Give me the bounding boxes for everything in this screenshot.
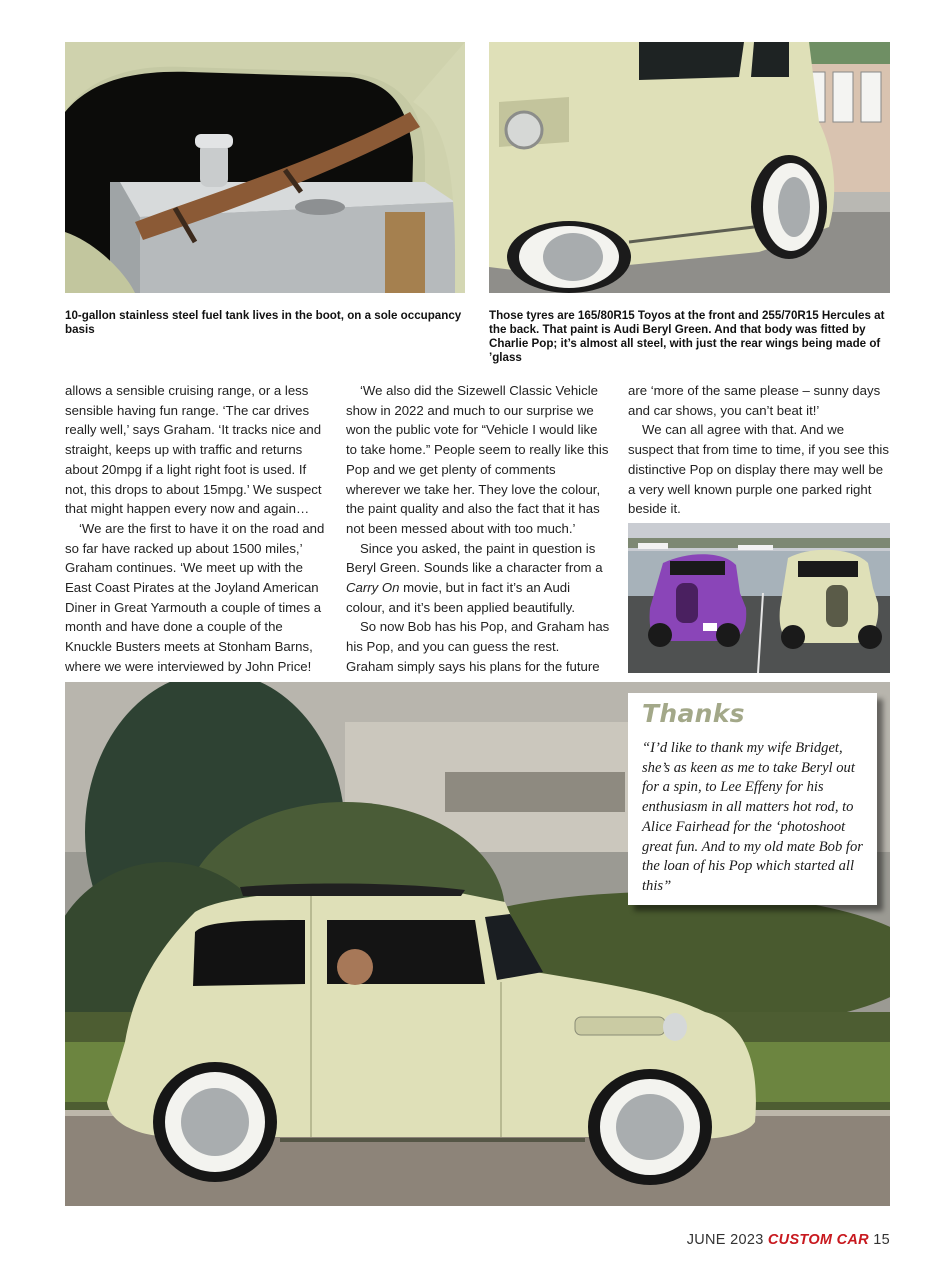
thanks-box [628, 693, 877, 905]
article-paragraph: ‘We are the first to have it on the road and so far have racked up about 1500 miles,’ Graham continues. ‘We meet up with the East Coast Pirates at the Joyland American Diner in Great Yarmouth a couple of times a month and have done a couple of the Knuckle Busters meets at Stonham Barns, where we were interviewed by John Price! [65, 520, 325, 674]
car-front-photo [489, 42, 890, 293]
fuel-tank-photo [65, 42, 465, 293]
tyres-caption: Those tyres are 165/80R15 Toyos at the front and 255/70R15 Hercules at the back. That paint is Audi Beryl Green. And that body was fitted by Charlie Pop; it’s almost all steel, with just the rear wings being made of ’glass [489, 309, 885, 364]
magazine-brand: CUSTOM CAR [767, 1232, 869, 1248]
article-paragraph: ‘We also did the Sizewell Classic Vehicle show in 2022 and much to our surprise we won the public vote for “Vehicle I would like to take home.” People seem to really like this Pop and we get plenty of comments wherever we take her. They love the colour, the paint quality and also the fact that it has not been messed about with too much.’ [346, 383, 609, 536]
page-number: 15 [873, 1232, 890, 1248]
two-cars-photo [628, 523, 890, 673]
thanks-quote: “I’d like to thank my wife Bridget, she’s as keen as me to take Beryl out for a spin, to Lee Effeny for his enthusiasm in all matters hot rod, to Alice Fairhead for the ‘photoshoot great fun. And to my old mate Bob for the loan of his Pop which started all this” [642, 740, 863, 894]
article-paragraph: allows a sensible cruising range, or a less sensible having fun range. ‘The car drives really well,’ says Graham. ‘It tracks nice and straight, keeps up with traffic and returns about 20mpg if a light right foot is used. If not, this drops to about 15mpg.’ We suspect that might happen every now and again… [65, 383, 322, 517]
article-paragraph: We can all agree with that. And we suspect that from time to time, if you see this distinctive Pop on display there may well be a very well known purple one parked right beside it. [628, 422, 889, 517]
article-paragraph: are ‘more of the same please – sunny days and car shows, you can’t beat it!’ [628, 383, 881, 418]
thanks-title: Thanks [642, 699, 745, 728]
article-text: movie, but in fact it’s an Audi colour, and it’s been applied beautifully. [346, 580, 575, 615]
movie-title: Carry On [346, 580, 400, 596]
article-paragraph [346, 539, 610, 618]
fuel-tank-caption: 10-gallon stainless steel fuel tank lives in the boot, on a sole occupancy basis [65, 309, 462, 336]
page-footer [687, 1232, 890, 1248]
article-column-3 [628, 381, 890, 519]
article-text: Since you asked, the paint in question is Beryl Green. Sounds like a character from a [346, 540, 603, 576]
issue-date: JUNE 2023 [686, 1232, 764, 1248]
article-column-1 [65, 381, 327, 677]
article-column-2 [346, 381, 610, 677]
article-paragraph: So now Bob has his Pop, and Graham has his Pop, and you can guess the rest. Graham simply says his plans for the future [346, 619, 610, 674]
